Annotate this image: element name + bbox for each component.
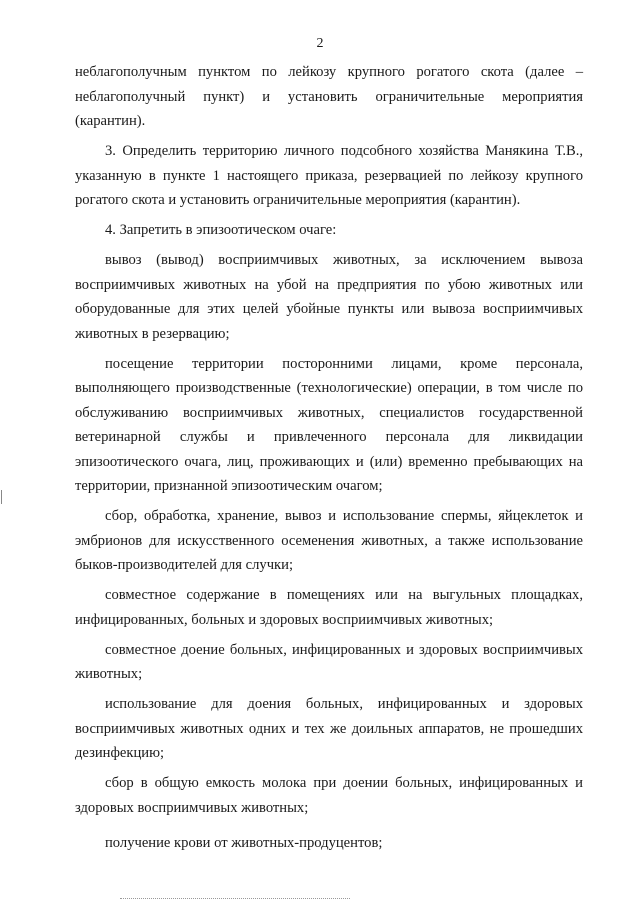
prohibition-visits: посещение территории посторонними лицами, кроме персонала, выполняющего производственные (технологические) операции, в том числе по обслуживанию восприимчивых животных, специалистов государственной ветеринарной службы и привлеченного персонала для ликвидации эпизоотического очага, лиц, проживающих и (или) временно пребывающих на территории, признанной эпизоотическим очагом; (75, 355, 583, 494)
prohibition-blood: получение крови от животных-продуцентов; (105, 835, 383, 851)
scan-margin-mark (1, 490, 2, 504)
prohibition-milk-collection: сбор в общую емкость молока при доении больных, инфицированных и здоровых восприимчивых животных; (75, 775, 583, 816)
prohibition-export: вывоз (вывод) восприимчивых животных, за исключением вывоза восприимчивых животных на убой на предприятия по убою животных или оборудованные для этих целей убойные пункты или вывоза восприимчивых животных в резервацию; (75, 252, 583, 342)
paragraph-item-4: 4. Запретить в эпизоотическом очаге: (105, 222, 337, 238)
document-body (75, 60, 583, 861)
paragraph-item-3: 3. Определить территорию личного подсобного хозяйства Манякина Т.В., указанную в пункте 1 настоящего приказа, резервацией по лейкозу крупного рогатого скота и установить ограничительные мероприятия (карантин). (75, 143, 583, 208)
prohibition-milking-machines: использование для доения больных, инфицированных и здоровых восприимчивых животных одних и тех же доильных аппаратов, не прошедших дезинфекцию; (75, 696, 583, 761)
page-number: 2 (316, 36, 324, 51)
prohibition-sperm: сбор, обработка, хранение, вывоз и использование спермы, яйцеклеток и эмбрионов для искусственного осеменения животных, а также использование быков-производителей для случки; (75, 508, 583, 573)
prohibition-joint-keeping: совместное содержание в помещениях или на выгульных площадках, инфицированных, больных и здоровых восприимчивых животных; (75, 587, 583, 628)
paragraph-continuation: неблагополучным пунктом по лейкозу крупного рогатого скота (далее – неблагополучный пункт) и установить ограничительные мероприятия (карантин). (75, 64, 583, 129)
prohibition-joint-milking: совместное доение больных, инфицированных и здоровых восприимчивых животных; (75, 641, 583, 682)
scan-bottom-artifact (120, 898, 350, 901)
